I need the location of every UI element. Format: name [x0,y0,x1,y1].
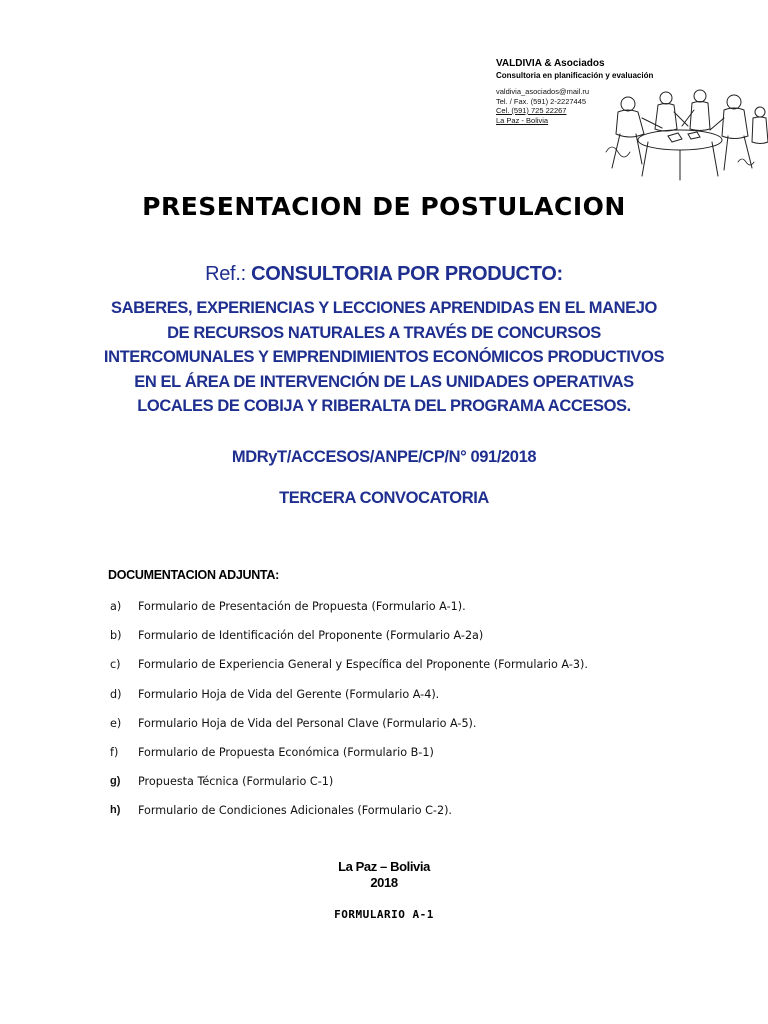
item-letter: e) [110,716,122,730]
item-letter: h) [110,804,121,817]
list-item [110,600,710,629]
meeting-sketch-illustration [588,82,768,186]
item-text: Propuesta Técnica (Formulario C-1) [138,775,334,789]
item-text: Formulario de Propuesta Económica (Formulario B-1) [138,745,434,759]
list-item [110,629,710,658]
footer-place: La Paz – Bolivia [338,859,430,874]
reference-line [0,262,768,286]
item-letter: b) [110,629,122,643]
process-code: MDRyT/ACCESOS/ANPE/CP/N° 091/2018 [231,448,537,466]
page-title: PRESENTACION DE POSTULACION [142,192,626,221]
call-number: TERCERA CONVOCATORIA [279,489,489,507]
list-item [110,658,710,687]
list-item [110,688,710,717]
form-label: FORMULARIO A-1 [334,908,434,921]
company-tagline: Consultoria en planificación y evaluación [496,71,654,80]
reference-label: CONSULTORIA POR PRODUCTO: [251,263,563,285]
item-letter: f) [110,745,119,759]
contact-phone: Tel. / Fax. (591) 2-2227445 [496,96,587,106]
list-item [110,746,710,775]
documentation-heading: DOCUMENTACION ADJUNTA: [108,568,279,582]
company-name: VALDIVIA & Asociados [496,58,605,69]
contact-city: La Paz - Bolivia [496,115,549,125]
documentation-list [110,600,710,834]
reference-prefix: Ref.: [205,263,246,285]
item-letter: c) [110,658,121,672]
item-text: Formulario Hoja de Vida del Personal Clave (Formulario A-5). [138,716,477,730]
contact-cell: Cel. (591) 725 22267 [496,106,567,115]
item-letter: d) [110,687,122,701]
contact-email: valdivia_asociados@mail.ru [496,87,590,96]
list-item [110,775,710,804]
item-text: Formulario Hoja de Vida del Gerente (Formulario A-4). [138,687,440,701]
item-text: Formulario de Presentación de Propuesta (Formulario A-1). [138,600,466,613]
footer-year: 2018 [370,875,398,890]
item-letter: g) [110,775,121,788]
item-letter: a) [110,600,122,613]
item-text: Formulario de Experiencia General y Específica del Proponente (Formulario A-3). [138,658,588,672]
item-text: Formulario de Identificación del Proponente (Formulario A-2a) [138,629,484,643]
item-text: Formulario de Condiciones Adicionales (Formulario C-2). [138,804,452,818]
list-item [110,717,710,746]
list-item [110,804,710,833]
consultancy-description: SABERES, EXPERIENCIAS Y LECCIONES APRENDIDAS EN EL MANEJO DE RECURSOS NATURALES A TRAVÉS DE CONCURSOS INTERCOMUNALES Y EMPRENDIMIENTOS ECONÓMICOS PRODUCTIVOS EN EL ÁREA DE INTERVENCIÓN DE LAS UNIDADES OPERATIVAS LOCALES DE COBIJA Y RIBERALTA DEL PROGRAMA ACCESOS. [103,299,665,415]
